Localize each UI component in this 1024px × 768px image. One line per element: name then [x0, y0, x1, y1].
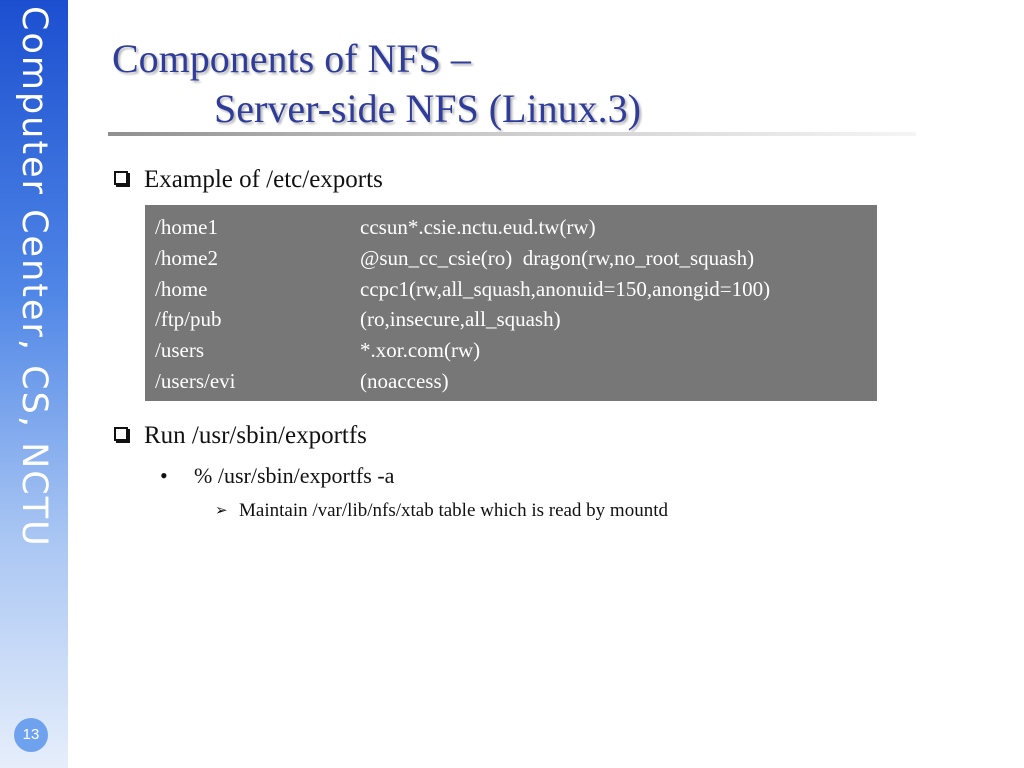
exports-row: [155, 212, 877, 243]
exports-row: [155, 366, 877, 397]
bullet-example: [114, 166, 383, 194]
sub-bullet-text: % /usr/sbin/exportfs -a: [194, 463, 395, 488]
exports-row: [155, 243, 877, 274]
arrow-bullet-text: Maintain /var/lib/nfs/xtab table which is read by mountd: [239, 500, 668, 521]
checkbox-bullet-icon: [114, 171, 128, 185]
exports-row: [155, 335, 877, 366]
exports-row: [155, 274, 877, 305]
slide-title: [112, 34, 641, 134]
export-options: (ro,insecure,all_squash): [360, 307, 561, 332]
export-options: ccsun*.csie.nctu.eud.tw(rw): [360, 215, 596, 239]
arrow-bullet: [215, 500, 668, 522]
title-underline: [108, 132, 916, 136]
export-options: *.xor.com(rw): [360, 338, 481, 363]
dot-bullet-icon: •: [160, 463, 168, 488]
arrow-bullet-icon: ➢: [215, 501, 228, 519]
export-path: /home2: [155, 245, 218, 270]
export-options: ccpc1(rw,all_squash,anonuid=150,anongid=100): [360, 276, 771, 301]
page-number: 13: [14, 718, 48, 752]
exports-row: [155, 304, 877, 335]
bullet-run: [114, 422, 367, 450]
checkbox-bullet-icon: [114, 427, 128, 441]
exports-code-block: [145, 205, 877, 401]
export-path: /home1: [155, 215, 218, 239]
export-options: @sun_cc_csie(ro) dragon(rw,no_root_squash): [360, 245, 755, 270]
export-path: /users: [155, 338, 204, 363]
sidebar: [0, 0, 68, 768]
export-options: (noaccess): [360, 368, 449, 393]
export-path: /home: [155, 276, 208, 301]
bullet-run-label: Run /usr/sbin/exportfs: [144, 422, 367, 449]
export-path: /ftp/pub: [155, 307, 222, 332]
slide-title-line1: Components of NFS –: [112, 36, 471, 81]
sub-bullet: [160, 463, 394, 489]
slide-title-line2: Server-side NFS (Linux.3): [214, 86, 641, 131]
bullet-example-label: Example of /etc/exports: [144, 166, 383, 193]
sidebar-title: Computer Center, CS, NCTU: [14, 6, 54, 548]
export-path: /users/evi: [155, 368, 236, 393]
